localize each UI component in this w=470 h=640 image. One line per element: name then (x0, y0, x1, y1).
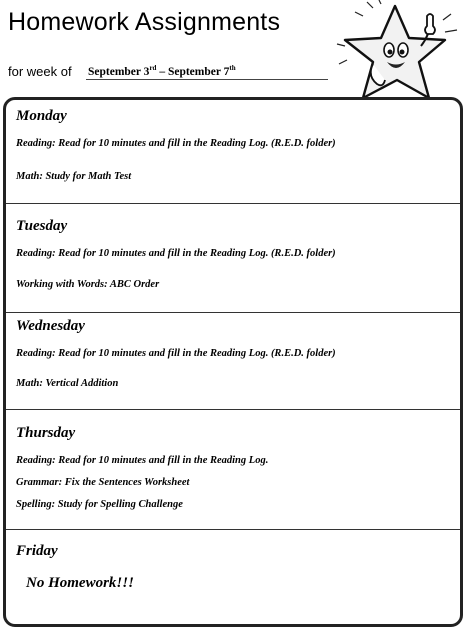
day-heading: Wednesday (16, 318, 85, 334)
week-dash: – (156, 65, 168, 78)
week-start: September 3 (88, 65, 150, 78)
task-reading: Reading: Read for 10 minutes and fill in the Reading Log. (16, 455, 269, 466)
week-end: September 7 (167, 65, 230, 78)
week-end-suffix: th (229, 64, 236, 72)
task-reading: Reading: Read for 10 minutes and fill in the Reading Log. (R.E.D. folder) (16, 138, 336, 149)
task-spelling: Spelling: Study for Spelling Challenge (16, 499, 183, 510)
task-math: Math: Vertical Addition (16, 378, 119, 389)
week-of-field (8, 62, 328, 80)
day-wednesday (6, 313, 460, 410)
day-monday (6, 100, 460, 204)
task-reading: Reading: Read for 10 minutes and fill in the Reading Log. (R.E.D. folder) (16, 348, 336, 359)
task-math: Math: Study for Math Test (16, 171, 132, 182)
week-of-label: for week of (8, 64, 72, 79)
task-grammar: Grammar: Fix the Sentences Worksheet (16, 477, 190, 488)
task-reading: Reading: Read for 10 minutes and fill in the Reading Log. (R.E.D. folder) (16, 248, 336, 259)
task-working-with-words: Working with Words: ABC Order (16, 279, 160, 290)
day-heading: Thursday (16, 425, 76, 441)
week-range (88, 64, 236, 78)
no-homework-note: No Homework!!! (26, 575, 134, 591)
page-title: Homework Assignments (8, 8, 281, 36)
week-start-suffix: rd (149, 64, 157, 72)
day-friday (6, 530, 460, 627)
day-heading: Friday (16, 543, 58, 559)
star-mascot-icon (333, 0, 467, 104)
day-heading: Monday (16, 108, 67, 124)
homework-table (3, 97, 463, 627)
day-heading: Tuesday (16, 218, 68, 234)
day-tuesday (6, 204, 460, 313)
week-underline (86, 79, 328, 80)
day-thursday (6, 410, 460, 530)
